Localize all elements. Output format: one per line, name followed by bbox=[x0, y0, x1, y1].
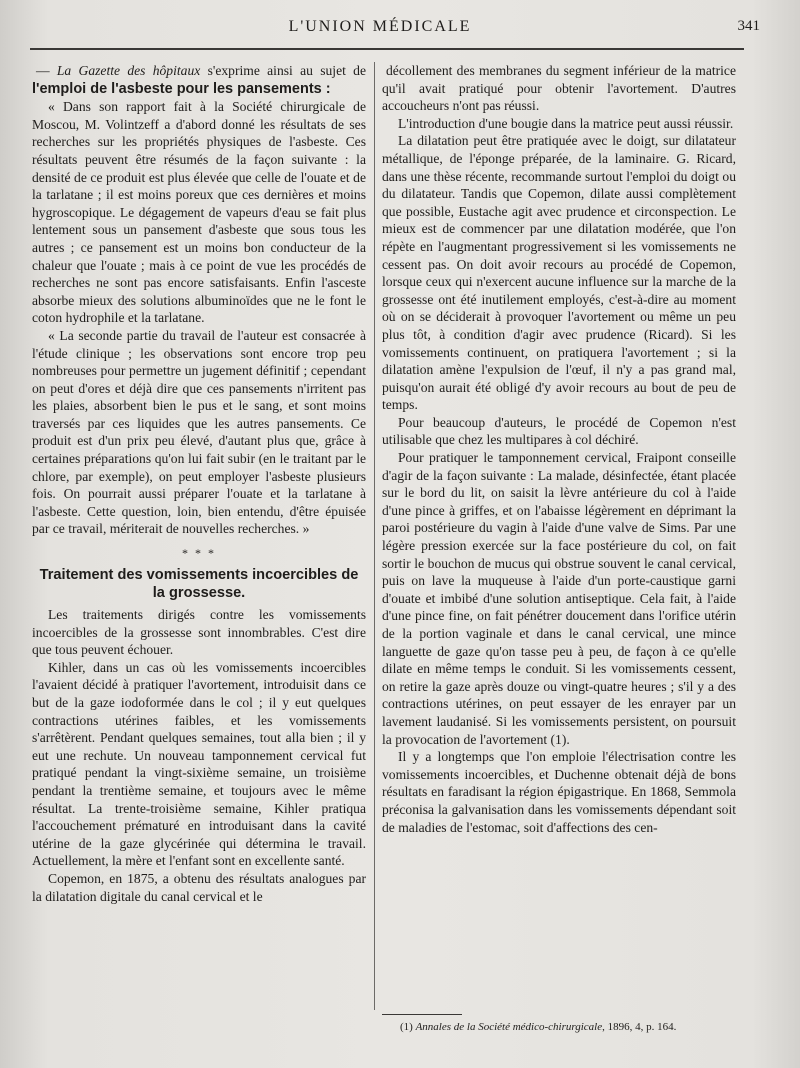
header-rule bbox=[30, 48, 744, 50]
lead-paragraph bbox=[32, 62, 366, 98]
body-paragraph: Pour pratiquer le tamponnement cervical, Fraipont conseille d'agir de la façon suivante : La malade, désinfectée, étant placée sur le bord du lit, on saisit la lèvre antérieure du col à l'aide d'une pince à griffes, et on l'abaisse légèrement en déprimant la paroi postérieure du vagin à l'aide d'une valve de Sims. Par une légère pression exercée sur la face postérieure du col, on fait sortir le bouchon de mucus qui obstrue souvent le canal cervical, puis on lave la muqueuse à l'aide d'un porte-caustique garni d'ouate et imbibé d'une solution antiseptique. Cela fait, à l'aide d'une pince fine, on fait pénétrer doucement dans l'orifice utérin de la portion vaginale et dans le canal cervical, une mince languette de gaze qu'on tasse peu à peu, de façon à ce qu'elle dilate en même temps le conduit. Si les vomissements cessent, on retire la gaze après douze ou vingt-quatre heures ; s'il y a des contractions utérines, on peut essayer de les enrayer par un lavement laudanisé. Si les vomissements persistent, on poursuit la provocation de l'avortement (1). bbox=[382, 450, 736, 747]
footnote-marker: (1) bbox=[400, 1021, 416, 1033]
body-paragraph: Les traitements dirigés contre les vomissements incoercibles de la grossesse sont innombrables. C'est dire que tous peuvent échouer. bbox=[32, 607, 366, 658]
topic-heading: l'emploi de l'asbeste pour les pansements : bbox=[32, 80, 331, 97]
body-paragraph: Copemon, en 1875, a obtenu des résultats analogues par la dilatation digitale du canal cervical et le bbox=[32, 870, 366, 904]
footnote-title: Annales de la Société médico-chirurgicale bbox=[415, 1021, 603, 1033]
body-paragraph: « Dans son rapport fait à la Société chirurgicale de Moscou, M. Volintzeff a d'abord donné les résultats de ses recherches sur les propriétés physiques de l'asbeste. Ces résultats peuvent être résumés de la façon suivante : la densité de ce produit est plus élevée que celle de l'ouate et de la tarlatane ; il est moins poreux que ces dernières et moins hygroscopique. Le dégagement de vapeurs d'eau se fait plus lentement sous un pansement d'asbeste que sous tous les autres ; ce pansement est un moins bon conducteur de la chaleur que l'ouate ; mais à ce point de vue les procédés de recherches ne sont pas encore satisfaisants. Enfin l'asceste absorbe mieux des solutions albuminoïdes que ne le font le coton hydrophile et la tarlatane. bbox=[32, 99, 366, 326]
body-paragraph: décollement des membranes du segment inférieur de la matrice qu'il avait pratiqué pour obtenir l'avortement. D'autres accoucheurs n'ont pas réussi. bbox=[382, 63, 736, 114]
page-number: 341 bbox=[737, 18, 760, 34]
right-column bbox=[382, 62, 736, 836]
section-heading: Traitement des vomissements incoercibles de la grossesse. bbox=[39, 567, 359, 602]
lead-dash: — bbox=[36, 63, 57, 78]
body-paragraph: L'introduction d'une bougie dans la matrice peut aussi réussir. bbox=[398, 115, 734, 131]
body-paragraph: La dilatation peut être pratiquée avec le doigt, sur dilatateur métallique, de l'éponge préparée, de la laminaire. G. Ricard, dans une thèse récente, recommande surtout l'emploi du doigt ou du dilatateur. Tandis que Copemon, dilate aussi complètement que possible, Eustache agit avec prudence et circonspection. Le mieux est de commencer par une dilatation modérée, que l'on répète en l'augmentant progressivement si les vomissements ne cessent pas. On doit avoir recours au procédé de Copemon, lorsque ceux qui n'exercent aucune influence sur la marche de la grossesse ont été inutilement employés, c'est-à-dire au moment où on se déciderait à provoquer l'avortement ou même un peu plus tôt, à condition d'agir avec prudence (Ricard). Si les vomissements continuent, on pratiquera l'avortement ; si la dilatation amène l'expulsion de l'œuf, il n'y a pas grand mal, puisqu'on aurait été obligé d'y avoir recours au bout de peu de temps. bbox=[382, 133, 736, 413]
column-divider bbox=[374, 62, 375, 1010]
source-name: La Gazette des hôpitaux bbox=[56, 63, 201, 78]
footnote-rule bbox=[382, 1014, 462, 1015]
lead-text: s'exprime ainsi au sujet de bbox=[200, 63, 366, 78]
left-column bbox=[32, 62, 366, 905]
body-paragraph: Kihler, dans un cas où les vomissements incoercibles l'avaient décidé à pratiquer l'avortement, introduisit dans ce but de la gaze iodoformée dans le col ; il y eut quelques contractions utérines faibles, et les vomissements s'arrêtèrent. Pendant quelques semaines, tout alla bien ; il y eut une rechute. Un nouveau tamponnement cervical fut pratiqué pendant la vingt-sixième semaine, un troisième pendant la trentième semaine, et toujours avec le même résultat. La trente-troisième semaine, Kihler pratiqua l'accouchement prématuré en introduisant dans la cavité utérine de la gaze glycérinée qui détermina le travail. Actuellement, la mère et l'enfant sont en excellente santé. bbox=[32, 659, 366, 869]
journal-title: L'UNION MÉDICALE bbox=[288, 18, 472, 35]
running-head bbox=[30, 18, 760, 42]
section-asterism: * * * bbox=[182, 546, 216, 561]
body-paragraph: « La seconde partie du travail de l'auteur est consacrée à l'étude clinique ; les observations sont encore trop peu nombreuses pour permettre un jugement définitif ; cependant on peut d'ores et déjà dire que ces pansements n'irritent pas les plaies, absorbent bien le pus et le sang, et sont moins traversés par ces liquides que les autres pansements. Ce produit est d'un prix peu élevé, d'autant plus que, grâce à certaines préparations qu'on lui fait subir (en le traitant par le chlore, par exemple), on peut employer l'asbeste plusieurs fois. On pourrait aussi préparer l'ouate et la tarlatane à l'asbeste. Cette question, loin, bien entendu, d'être épuisée par ce travail, mériterait de nouvelles recherches. » bbox=[32, 327, 366, 537]
footnote bbox=[400, 1020, 676, 1034]
body-paragraph: Il y a longtemps que l'on emploie l'électrisation contre les vomissements incoercibles, et Duchenne obtenait déjà de bons résultats en faradisant la région épigastrique. En 1868, Semmola préconisa la galvanisation dans les vomissements dépendant soit de maladies de l'estomac, soit d'affections des cen- bbox=[382, 749, 736, 835]
body-paragraph: Pour beaucoup d'auteurs, le procédé de Copemon n'est utilisable que chez les multipares à col déchiré. bbox=[382, 414, 736, 448]
footnote-citation: , 1896, 4, p. 164. bbox=[602, 1021, 677, 1033]
